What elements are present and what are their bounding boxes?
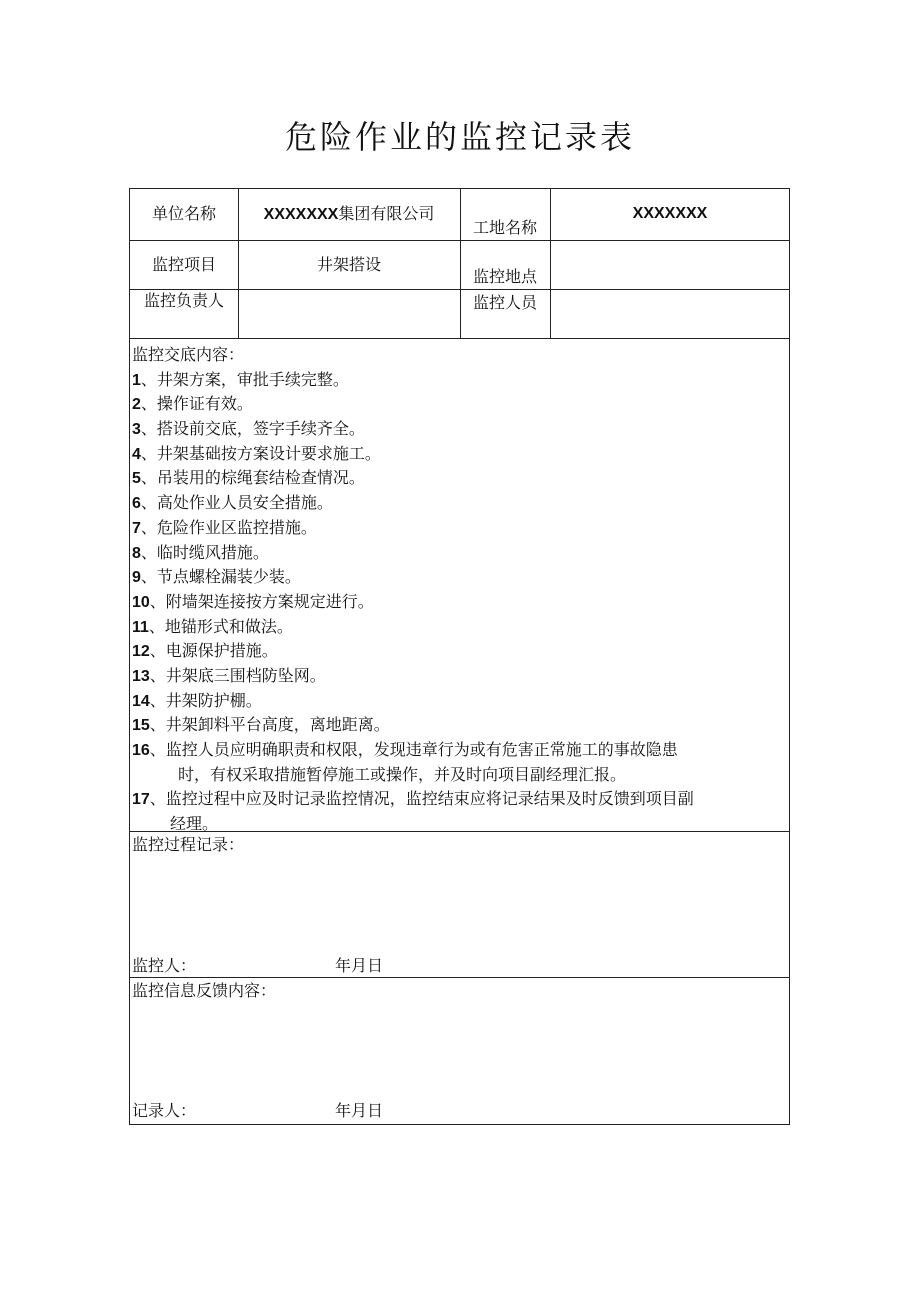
list-item: 1、井架方案，审批手续完整。 bbox=[132, 369, 349, 389]
feedback-signer-label: 记录人： bbox=[132, 1101, 197, 1120]
briefing-heading: 监控交底内容： bbox=[132, 345, 245, 364]
page-title: 危险作业的监控记录表 bbox=[284, 118, 635, 156]
list-item-continuation: 时，有权采取措施暂停施工或操作，并及时向项目副经理汇报。 bbox=[178, 764, 627, 784]
list-item: 17、监控过程中应及时记录监控情况，监控结束应将记录结果及时反馈到项目副 bbox=[132, 789, 694, 809]
process-date-label: 年月日 bbox=[335, 956, 384, 975]
monitoring-record-table bbox=[129, 188, 790, 1125]
list-item: 6、高处作业人员安全措施。 bbox=[132, 493, 333, 513]
feedback-area[interactable] bbox=[132, 1005, 787, 1095]
monitor-project-label: 监控项目 bbox=[151, 255, 216, 274]
monitor-staff-label: 监控人员 bbox=[472, 293, 537, 312]
column-divider bbox=[460, 189, 461, 338]
unit-name-text: 集团有限公司 bbox=[338, 204, 435, 223]
list-item: 10、附墙架连接按方案规定进行。 bbox=[132, 591, 374, 611]
list-item: 12、电源保护措施。 bbox=[132, 641, 278, 661]
list-item: 13、井架底三围档防坠网。 bbox=[132, 665, 326, 685]
row-divider bbox=[130, 977, 789, 978]
process-signer-label: 监控人： bbox=[132, 956, 197, 975]
process-record-area[interactable] bbox=[132, 859, 787, 949]
process-record-heading: 监控过程记录： bbox=[132, 835, 245, 854]
list-item: 11、地锚形式和做法。 bbox=[132, 616, 293, 636]
list-item: 4、井架基础按方案设计要求施工。 bbox=[132, 443, 381, 463]
list-item: 14、井架防护棚。 bbox=[132, 690, 262, 710]
list-item: 8、临时缆风措施。 bbox=[132, 542, 269, 562]
list-item: 3、搭设前交底，签字手续齐全。 bbox=[132, 419, 365, 439]
row-divider bbox=[130, 338, 789, 339]
list-item: 15、井架卸料平台高度，离地距离。 bbox=[132, 715, 390, 735]
list-item: 2、操作证有效。 bbox=[132, 394, 253, 414]
list-item: 9、节点螺栓漏装少装。 bbox=[132, 567, 301, 587]
list-item: 7、危险作业区监控措施。 bbox=[132, 517, 317, 537]
monitor-leader-label: 监控负责人 bbox=[143, 291, 224, 310]
list-item: 5、吊装用的棕绳套结检查情况。 bbox=[132, 468, 365, 488]
monitor-project-value: 井架搭设 bbox=[316, 255, 381, 274]
unit-name-label: 单位名称 bbox=[151, 204, 216, 223]
feedback-heading: 监控信息反馈内容： bbox=[132, 981, 277, 1000]
monitor-location-label: 监控地点 bbox=[472, 267, 537, 286]
list-item: 16、监控人员应明确职责和权限，发现违章行为或有危害正常施工的事故隐患 bbox=[132, 740, 678, 759]
feedback-date-label: 年月日 bbox=[335, 1101, 384, 1120]
site-name-label: 工地名称 bbox=[472, 218, 537, 237]
briefing-section bbox=[132, 343, 787, 837]
site-name-value: XXXXXXX bbox=[632, 205, 708, 222]
unit-name-code: XXXXXXX bbox=[263, 206, 339, 223]
list-item-continuation: 经理。 bbox=[170, 814, 219, 834]
unit-name-value bbox=[238, 204, 460, 225]
